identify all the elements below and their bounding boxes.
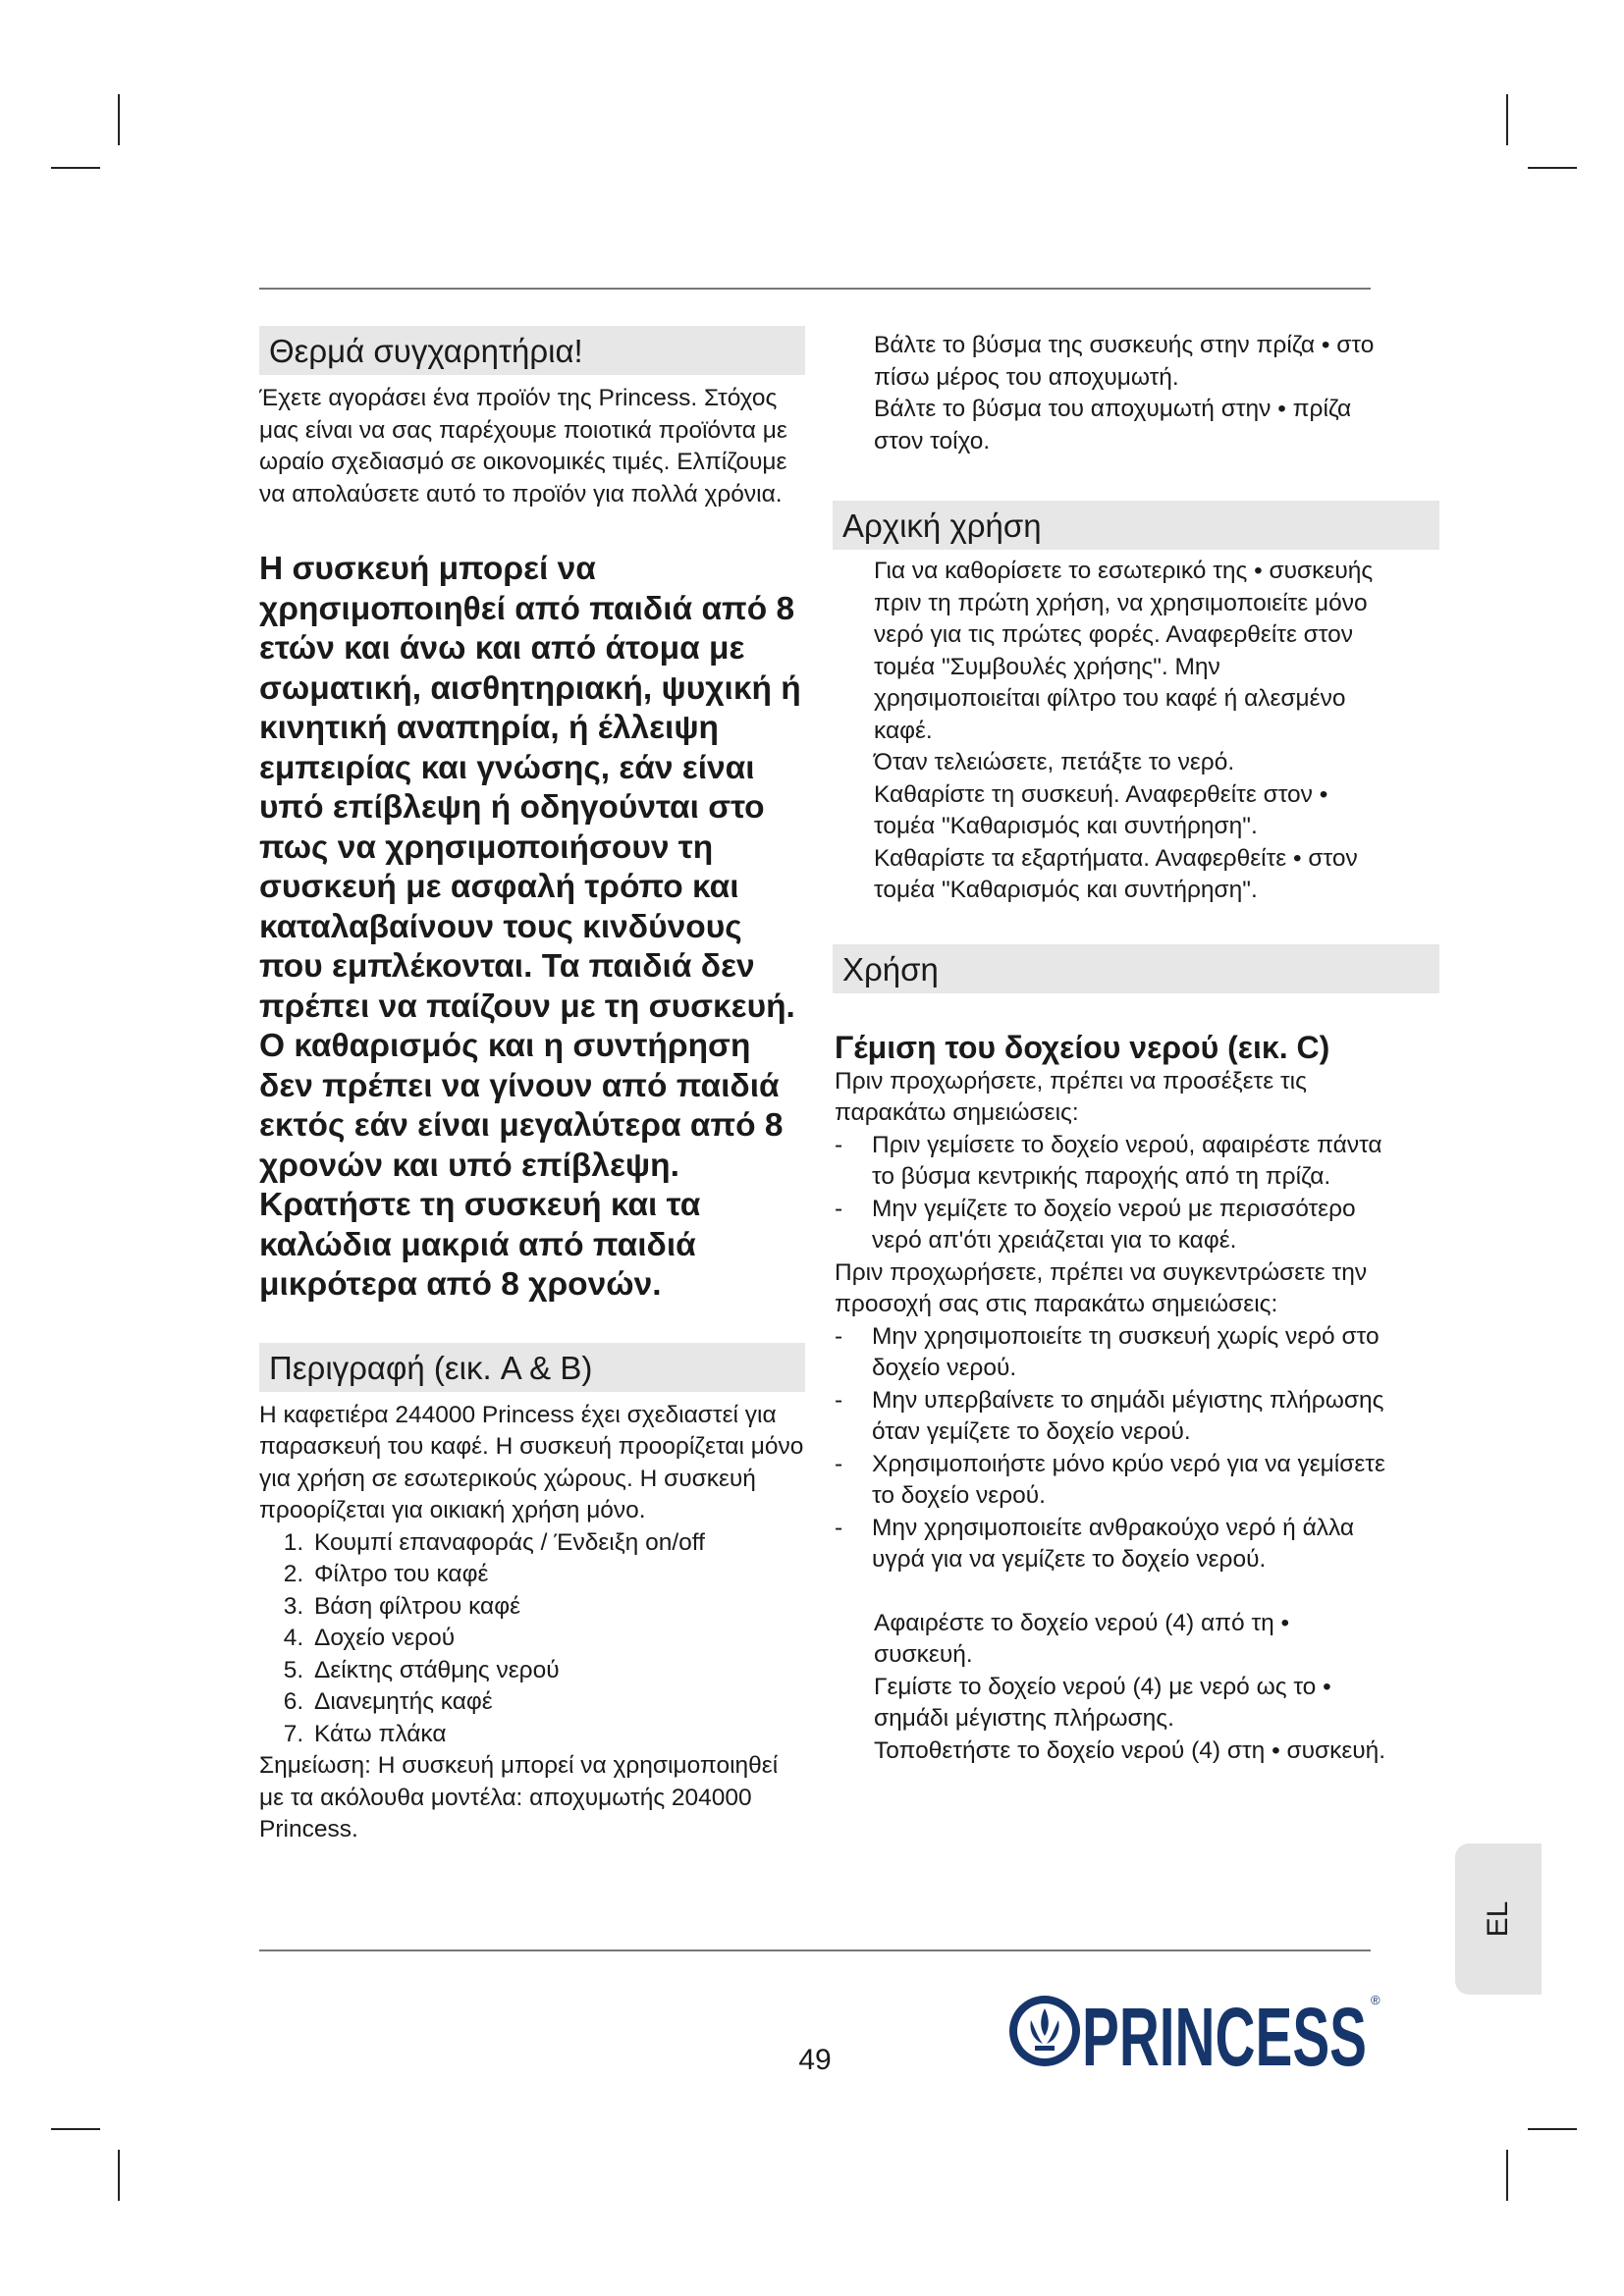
initial-use-bullet: Καθαρίστε τα εξαρτήματα. Αναφερθείτε • στον τομέα "Καθαρισμός και συντήρηση". (874, 844, 1358, 903)
crop-mark (1528, 167, 1577, 169)
top-rule (259, 288, 1371, 290)
congrats-text: Έχετε αγοράσει ένα προϊόν της Princess. Στόχος μας είναι να σας παρέχουμε ποιοτικά προϊόντα με ωραίο σχεδιασμό σε οικονομικές τιμές. Ελπίζουμε να απολαύσετε αυτό το προϊόν για πολλά χρόνια. (259, 385, 787, 507)
list-item: - Χρησιμοποιήστε μόνο κρύο νερό για να γεμίσετε το δοχείο νερού. (835, 1449, 1404, 1513)
description-text: Η καφετιέρα 244000 Princess έχει σχεδιαστεί για παρασκευή του καφέ. Η συσκευή προορίζεται μόνο για χρήση σε εσωτερικούς χώρους. Η συσκευή προορίζεται για οικιακή χρήση μόνο. (259, 1401, 804, 1523)
plug-bullet: Βάλτε το βύσμα του αποχυμωτή στην • πρίζα στον τοίχο. (874, 396, 1352, 454)
step-item: Γεμίστε το δοχείο νερού (4) με νερό ως το • σημάδι μέγιστης πλήρωσης. (874, 1673, 1331, 1732)
bottom-rule (259, 1949, 1371, 1951)
use-intro: Πριν προχωρήσετε, πρέπει να συγκεντρώσετε την προσοχή σας στις παρακάτω σημειώσεις: (835, 1258, 1368, 1317)
princess-logo (1001, 1981, 1380, 2081)
initial-use-bullet: Για να καθορίσετε το εσωτερικό της • συσκευής πριν τη πρώτη χρήση, να χρησιμοποιείτε μόνο νερό για τις πρώτες φορές. Αναφερθείτε στον τομέα "Συμβουλές χρήσης". Μην χρησιμοποιείται φίλτρο του καφέ ή αλεσμένο καφέ. (874, 558, 1374, 744)
list-item: - Πριν γεμίσετε το δοχείο νερού, αφαιρέστε πάντα το βύσμα κεντρικής παροχής από τη πρίζα. (835, 1130, 1404, 1194)
congrats-heading: Θερμά συγχαρητήρια! (259, 326, 805, 375)
description-heading: Περιγραφή (εικ. A & B) (259, 1343, 805, 1392)
right-column (835, 330, 1404, 1767)
initial-use-section (835, 501, 1404, 907)
crop-mark (118, 2150, 120, 2201)
parts-list (259, 1527, 805, 1751)
initial-use-heading: Αρχική χρήση (833, 501, 1439, 550)
list-item: - Μην γεμίζετε το δοχείο νερού με περισσότερο νερό απ'ότι χρειάζεται για το καφέ. (835, 1194, 1404, 1257)
list-item: 5. Δείκτης στάθμης νερού (310, 1655, 805, 1687)
list-item: 1. Κουμπί επαναφοράς / Ένδειξη on/off (310, 1527, 805, 1560)
list-item: 7. Κάτω πλάκα (310, 1719, 805, 1751)
left-column (259, 326, 805, 1846)
safety-warning: Η συσκευή μπορεί να χρησιμοποιηθεί από παιδιά από 8 ετών και άνω και από άτομα με σωματική, αισθητηριακή, ψυχική ή κινητική αναπηρία, ή έλλειψη εμπειρίας και γνώσης, εάν είναι υπό επίβλεψη ή οδηγούνται στο πως να χρησιμοποιήσουν τη συσκευή με ασφαλή τρόπο και καταλαβαίνουν τους κινδύνους που εμπλέκονται. Τα παιδιά δεν πρέπει να παίζουν με τη συσκευή. Ο καθαρισμός και η συντήρηση δεν πρέπει να γίνουν από παιδιά εκτός εάν είναι μεγαλύτερα από 8 χρονών και υπό επίβλεψη. Κρατήστε τη συσκευή και τα καλώδια μακριά από παιδιά μικρότερα από 8 χρονών. (259, 551, 801, 1303)
brand-name: PRINCESS (1082, 1991, 1367, 2081)
list-item: 3. Βάση φίλτρου καφέ (310, 1591, 805, 1624)
use-heading: Χρήση (833, 944, 1439, 993)
initial-use-bullet: Καθαρίστε τη συσκευή. Αναφερθείτε στον • τομέα "Καθαρισμός και συντήρηση". (874, 780, 1328, 839)
step-item: Τοποθετήστε το δοχείο νερού (4) στη • συσκευή. (874, 1736, 1386, 1764)
initial-use-bullet: Όταν τελειώσετε, πετάξτε το νερό. (874, 749, 1235, 775)
use-intro: Πριν προχωρήσετε, πρέπει να προσέξετε τις παρακάτω σημειώσεις: (835, 1067, 1307, 1126)
list-item: 2. Φίλτρο του καφέ (310, 1559, 805, 1591)
precaution-list (835, 1130, 1404, 1257)
page-number: 49 (798, 2044, 832, 2076)
crown-emblem-icon (1009, 1996, 1080, 2066)
description-section (259, 1343, 805, 1846)
crop-mark (51, 167, 100, 169)
list-item: 4. Δοχείο νερού (310, 1623, 805, 1655)
list-item: 6. Διανεμητής καφέ (310, 1686, 805, 1719)
crop-mark (1506, 2150, 1508, 2201)
language-tab (1455, 1843, 1542, 1995)
crop-mark (1506, 94, 1508, 145)
language-code: EL (1482, 1900, 1514, 1938)
crop-mark (51, 2128, 100, 2130)
plug-bullet: Βάλτε το βύσμα της συσκευής στην πρίζα • στο πίσω μέρος του αποχυμωτή. (874, 332, 1375, 391)
list-item: - Μην χρησιμοποιείτε ανθρακούχο νερό ή άλλα υγρά για να γεμίζετε το δοχείο νερού. (835, 1513, 1404, 1576)
list-item: - Μην υπερβαίνετε το σημάδι μέγιστης πλήρωσης όταν γεμίζετε το δοχείο νερού. (835, 1385, 1404, 1449)
list-item: - Μην χρησιμοποιείτε τη συσκευή χωρίς νερό στο δοχείο νερού. (835, 1321, 1404, 1385)
registered-mark: ® (1371, 1993, 1380, 2007)
precaution-list (835, 1321, 1404, 1576)
fill-steps (835, 1608, 1404, 1768)
crop-mark (1528, 2128, 1577, 2130)
use-section (835, 944, 1404, 1768)
fill-water-subheading: Γέμιση του δοχείου νερού (εικ. C) (835, 1029, 1330, 1065)
crop-mark (118, 94, 120, 145)
step-item: Αφαιρέστε το δοχείο νερού (4) από τη • συσκευή. (874, 1609, 1290, 1668)
description-note: Σημείωση: Η συσκευή μπορεί να χρησιμοποιηθεί με τα ακόλουθα μοντέλα: αποχυμωτής 204000 Princess. (259, 1752, 779, 1842)
